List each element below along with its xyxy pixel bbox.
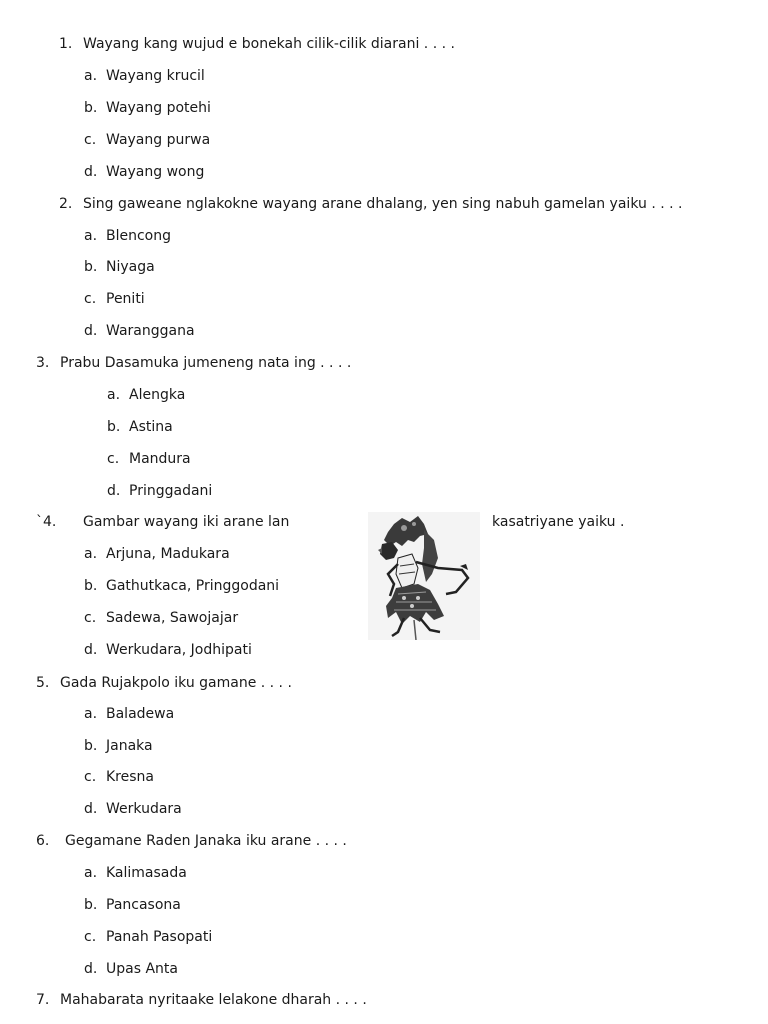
option-text: Blencong: [106, 228, 172, 244]
question-2-text: Sing gaweane nglakokne wayang arane dhalang, yen sing nabuh gamelan yaiku . . . .: [83, 196, 683, 212]
option-text: Gathutkaca, Pringgodani: [106, 578, 280, 594]
option-text: Sadewa, Sawojajar: [106, 610, 239, 626]
option-text: Peniti: [106, 291, 145, 307]
option-text: Wayang wong: [106, 164, 205, 180]
question-4-number: `4.: [36, 514, 57, 530]
option-letter: c.: [84, 132, 97, 148]
question-2-number: 2.: [59, 196, 73, 212]
option-text: Kresna: [106, 769, 154, 785]
option-letter: c.: [84, 291, 97, 307]
option-letter: d.: [84, 801, 98, 817]
option-text: Arjuna, Madukara: [106, 546, 230, 562]
option-letter: b.: [84, 100, 98, 116]
option-letter: a.: [107, 387, 121, 403]
option-text: Wayang purwa: [106, 132, 211, 148]
option-letter: b.: [84, 578, 98, 594]
option-letter: b.: [84, 897, 98, 913]
question-6-text: Gegamane Raden Janaka iku arane . . . .: [65, 833, 347, 849]
option-letter: d.: [84, 164, 98, 180]
option-text: Astina: [129, 419, 173, 435]
question-7-number: 7.: [36, 992, 50, 1008]
option-text: Panah Pasopati: [106, 929, 213, 945]
option-text: Mandura: [129, 451, 191, 467]
option-text: Kalimasada: [106, 865, 187, 881]
option-text: Niyaga: [106, 259, 155, 275]
wayang-puppet-icon: [368, 512, 480, 640]
option-letter: a.: [84, 228, 98, 244]
option-text: Upas Anta: [106, 961, 178, 977]
option-letter: c.: [84, 610, 97, 626]
option-text: Werkudara: [106, 801, 182, 817]
question-3-number: 3.: [36, 355, 50, 371]
option-text: Werkudara, Jodhipati: [106, 642, 252, 658]
option-letter: d.: [84, 961, 98, 977]
option-letter: c.: [84, 769, 97, 785]
option-text: Alengka: [129, 387, 186, 403]
option-letter: a.: [84, 546, 98, 562]
question-4-text-right: kasatriyane yaiku .: [492, 514, 625, 530]
option-letter: a.: [84, 706, 98, 722]
option-text: Baladewa: [106, 706, 175, 722]
question-4-text-left: Gambar wayang iki arane lan: [83, 514, 290, 530]
question-1-text: Wayang kang wujud e bonekah cilik-cilik diarani . . . .: [83, 36, 455, 52]
option-text: Waranggana: [106, 323, 195, 339]
question-5-text: Gada Rujakpolo iku gamane . . . .: [60, 675, 292, 691]
option-text: Pringgadani: [129, 483, 213, 499]
option-letter: b.: [84, 259, 98, 275]
option-letter: d.: [107, 483, 121, 499]
question-1-number: 1.: [59, 36, 73, 52]
question-6-number: 6.: [36, 833, 50, 849]
question-5-number: 5.: [36, 675, 50, 691]
question-7-text: Mahabarata nyritaake lelakone dharah . . . .: [60, 992, 367, 1008]
option-text: Wayang krucil: [106, 68, 205, 84]
option-letter: d.: [84, 323, 98, 339]
option-letter: b.: [107, 419, 121, 435]
question-3-text: Prabu Dasamuka jumeneng nata ing . . . .: [60, 355, 352, 371]
option-letter: a.: [84, 68, 98, 84]
option-letter: b.: [84, 738, 98, 754]
option-text: Janaka: [106, 738, 153, 754]
option-letter: a.: [84, 865, 98, 881]
option-letter: d.: [84, 642, 98, 658]
option-letter: c.: [84, 929, 97, 945]
option-text: Wayang potehi: [106, 100, 211, 116]
option-text: Pancasona: [106, 897, 181, 913]
option-letter: c.: [107, 451, 120, 467]
